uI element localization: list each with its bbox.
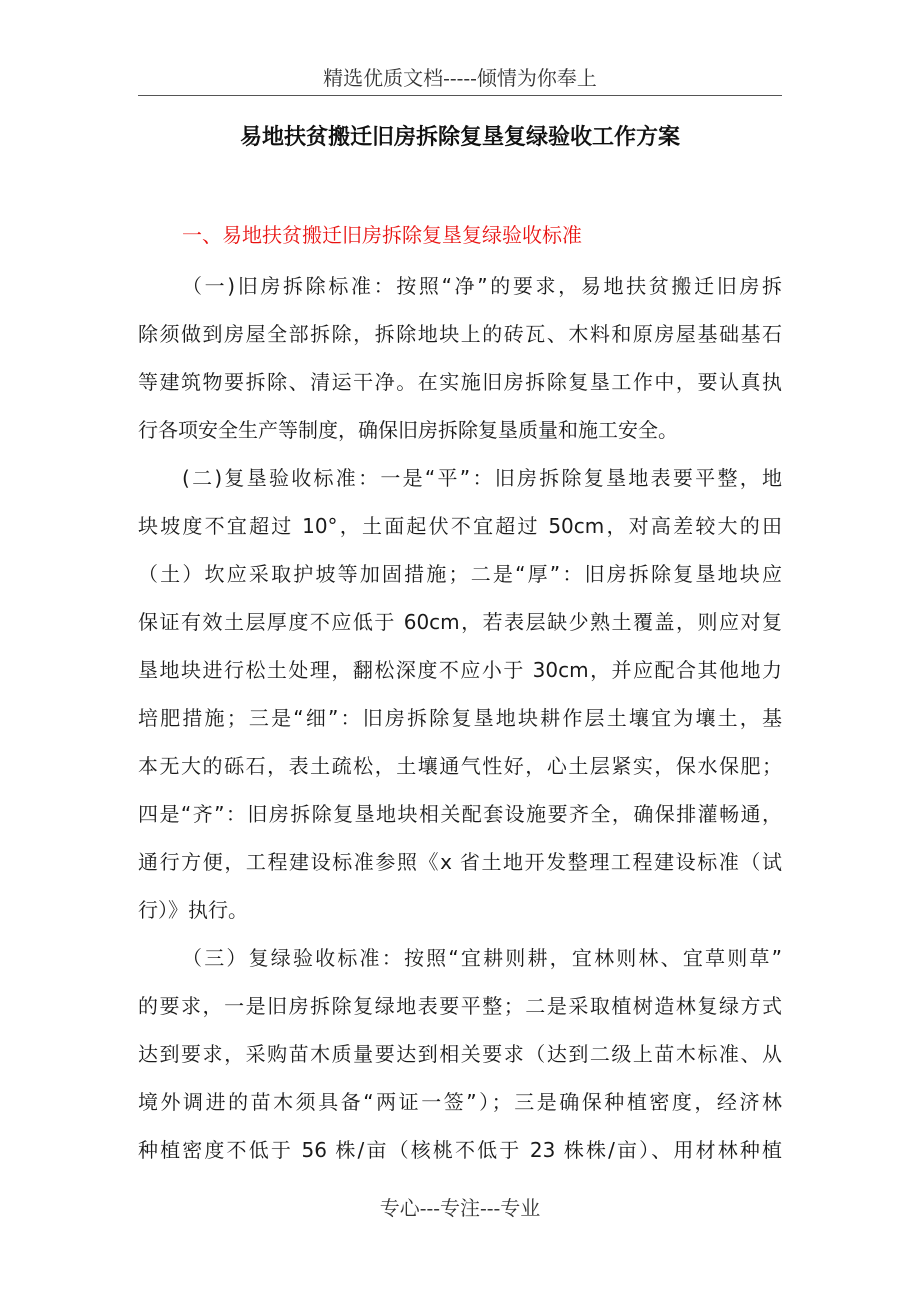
paragraph-greening-line: 达到要求，采购苗木质量要达到相关要求（达到二级上苗木标准、从 [138,1042,782,1066]
paragraph-greening-line: （三）复绿验收标准：按照“宜耕则耕，宜林则林、宜草则草” [182,946,782,970]
paragraph-greening-line: 种植密度不低于 56 株/亩（核桃不低于 23 株株/亩）、用材林种植 [138,1138,782,1162]
document-body [138,262,782,1174]
paragraph-reclamation-line: 块坡度不宜超过 10°，土面起伏不宜超过 50cm，对高差较大的田 [138,514,782,538]
paragraph-reclamation-line: 行）》执行。 [138,898,248,922]
paragraph-reclamation-line: 四是“齐”：旧房拆除复垦地块相关配套设施要齐全，确保排灌畅通， [138,802,782,826]
paragraph-reclamation-line: （土）坎应采取护坡等加固措施；二是“厚”：旧房拆除复垦地块应 [138,562,782,586]
document-title: 易地扶贫搬迁旧房拆除复垦复绿验收工作方案 [239,125,680,150]
paragraph-reclamation-line: 培肥措施；三是“细”：旧房拆除复垦地块耕作层土壤宜为壤土，基 [138,706,782,730]
paragraph-reclamation-line: 垦地块进行松土处理，翻松深度不应小于 30cm，并应配合其他地力 [138,658,782,682]
paragraph-demolition-line: 行各项安全生产等制度，确保旧房拆除复垦质量和施工安全。 [138,418,678,442]
paragraph-reclamation-line: 通行方便，工程建设标准参照《x 省土地开发整理工程建设标准（试 [138,850,782,874]
page-footer: 专心---专注---专业 [379,1196,541,1220]
paragraph-greening-line: 境外调进的苗木须具备“两证一签”）；三是确保种植密度，经济林 [138,1090,782,1114]
header-divider [138,95,782,96]
section-heading-standards: 一、易地扶贫搬迁旧房拆除复垦复绿验收标准 [182,223,582,247]
paragraph-reclamation-line: 本无大的砾石，表土疏松，土壤通气性好，心土层紧实，保水保肥； [138,754,782,778]
paragraph-demolition-line: 除须做到房屋全部拆除，拆除地块上的砖瓦、木料和原房屋基础基石 [138,322,782,346]
paragraph-greening-line: 的要求，一是旧房拆除复绿地表要平整；二是采取植树造林复绿方式 [138,994,782,1018]
paragraph-reclamation-line: (二)复垦验收标准：一是“平”：旧房拆除复垦地表要平整，地 [182,466,782,490]
paragraph-demolition-line: （一)旧房拆除标准：按照“净”的要求，易地扶贫搬迁旧房拆 [182,274,782,298]
paragraph-reclamation-line: 保证有效土层厚度不应低于 60cm，若表层缺少熟土覆盖，则应对复 [138,610,782,634]
page-header: 精选优质文档-----倾情为你奉上 [323,66,597,90]
paragraph-demolition-line: 等建筑物要拆除、清运干净。在实施旧房拆除复垦工作中，要认真执 [138,370,782,394]
